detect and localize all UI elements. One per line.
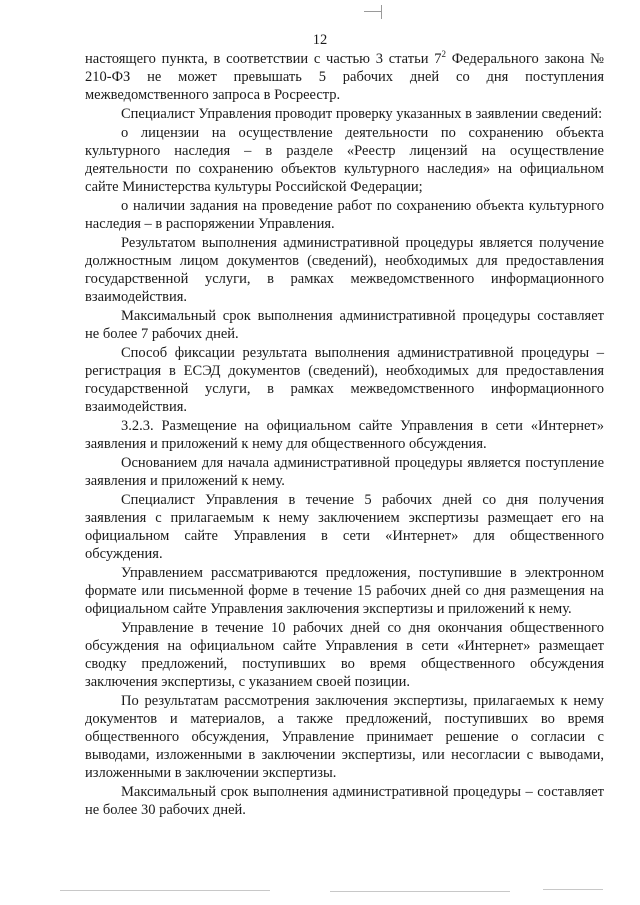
paragraph: Результатом выполнения административной процедуры является получение должностным лицом документов (сведений), необходимых для предоставления государственной услуги, в рамках межведомственного информационного взаимодействия. [85,235,604,305]
scan-mark-bottom [330,891,510,892]
page-number: 12 [312,32,328,48]
section-heading: 3.2.3. Размещение на официальном сайте Управления в сети «Интернет» заявления и приложений к нему для общественного обсуждения. [85,418,604,452]
paragraph [85,50,604,104]
paragraph: Способ фиксации результата выполнения административной процедуры – регистрация в ЕСЭД документов (сведений), необходимых для предоставления государственной услуги, в рамках межведомственного информационного взаимодействия. [85,345,604,415]
body-text [85,50,604,819]
paragraph: Основанием для начала административной процедуры является поступление заявления и приложений к нему. [85,455,604,489]
text-run: Федерального закона № 210-ФЗ не может превышать 5 рабочих дней со дня поступления межведомственного запроса в Росреестр. [85,51,605,103]
scan-mark-bottom [543,889,603,890]
paragraph: Специалист Управления проводит проверку указанных в заявлении сведений: [121,106,603,122]
paragraph: Управление в течение 10 рабочих дней со дня окончания общественного обсуждения на официальном сайте Управления в сети «Интернет» размещает сводку предложений, поступивших во время общественного обсуждения заключения экспертизы, с указанием своей позиции. [85,620,604,690]
paragraph: о наличии задания на проведение работ по сохранению объекта культурного наследия – в распоряжении Управления. [85,198,604,232]
paragraph: о лицензии на осуществление деятельности по сохранению объекта культурного наследия – в разделе «Реестр лицензий на осуществление деятельности по сохранению объектов культурного наследия» на официальном сайте Министерства культуры Российской Федерации; [85,125,604,195]
paragraph: Специалист Управления в течение 5 рабочих дней со дня получения заявления с прилагаемым к нему заключением экспертизы размещает его на официальном сайте Управления в сети «Интернет» для общественного обсуждения. [85,492,604,562]
text-run: настоящего пункта, в соответствии с частью 3 статьи 7 [85,51,442,67]
scan-mark-top [364,11,381,12]
paragraph: По результатам рассмотрения заключения экспертизы, прилагаемых к нему документов и материалов, а также предложений, поступивших во время общественного обсуждения, Управление принимает решение о согласии с выводами, изложенными в заключении экспертизы, или несогласии с выводами, изложенными в заключении экспертизы. [85,693,604,781]
scan-mark-top [381,5,382,19]
superscript: 2 [441,49,446,59]
paragraph: Максимальный срок выполнения административной процедуры составляет не более 7 рабочих дней. [85,308,604,342]
paragraph: Управлением рассматриваются предложения, поступившие в электронном формате или письменной форме в течение 15 рабочих дней со дня размещения на официальном сайте Управления заключения экспертизы и приложений к нему. [85,565,604,617]
scan-mark-bottom [60,890,270,891]
paragraph: Максимальный срок выполнения административной процедуры – составляет не более 30 рабочих дней. [85,784,604,818]
